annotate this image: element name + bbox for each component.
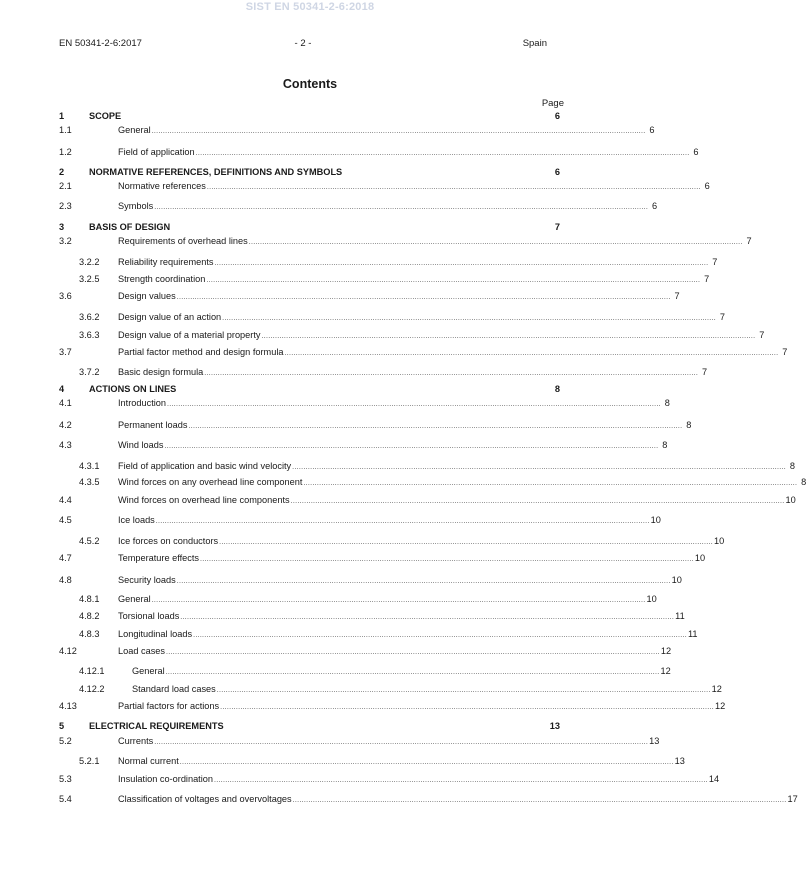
toc-entry-title: Wind forces on any overhead line component xyxy=(118,477,303,487)
toc-page-number: 12 xyxy=(660,646,672,656)
toc-dot-leader: ............................................................................................................................................................................................................................ xyxy=(219,539,713,546)
toc-dot-leader: ............................................................................................................................................................................................................................ xyxy=(193,632,687,639)
toc-entry-title: Strength coordination xyxy=(118,274,206,284)
toc-entry xyxy=(89,720,560,733)
toc-row[interactable] xyxy=(59,755,685,768)
toc-dot-leader: ............................................................................................................................................................................................................................ xyxy=(154,739,649,746)
toc-page-number: 7 xyxy=(759,330,765,340)
watermark: SIST EN 50341-2-6:2018 xyxy=(245,1,375,13)
toc-row[interactable] xyxy=(59,628,698,641)
toc-row[interactable] xyxy=(59,273,710,286)
toc-entry-title: Wind forces on overhead line components xyxy=(118,495,290,505)
toc-entry xyxy=(118,235,752,249)
toc-page-number: 12 xyxy=(714,701,726,711)
toc-section-number: 4.3.1 xyxy=(79,461,100,471)
toc-row[interactable] xyxy=(59,166,560,179)
toc-section-number: 3.2.2 xyxy=(79,257,100,267)
toc-section-number: 4.12 xyxy=(59,646,77,656)
toc-section-number: 5.2 xyxy=(59,736,72,746)
toc-row[interactable] xyxy=(59,397,670,410)
toc-row[interactable] xyxy=(59,311,726,324)
toc-row[interactable] xyxy=(59,346,788,359)
toc-dot-leader: ............................................................................................................................................................................................................................ xyxy=(248,239,743,246)
toc-entry-title: General xyxy=(132,666,165,676)
toc-entry xyxy=(132,665,671,679)
toc-row[interactable] xyxy=(59,476,806,489)
toc-dot-leader: ............................................................................................................................................................................................................................ xyxy=(292,464,786,471)
toc-dot-leader: ............................................................................................................................................................................................................................ xyxy=(180,614,675,621)
country-label: Spain xyxy=(522,38,547,49)
toc-entry xyxy=(118,494,796,508)
toc-page-number: 7 xyxy=(712,257,718,267)
toc-entry xyxy=(118,180,710,194)
toc-section-number: 1 xyxy=(59,111,65,121)
toc-page-number: 10 xyxy=(694,553,706,563)
toc-page-number: 10 xyxy=(671,575,682,585)
toc-row[interactable] xyxy=(59,200,658,213)
toc-entry xyxy=(118,552,706,566)
toc-row[interactable] xyxy=(59,494,796,507)
toc-dot-leader: ............................................................................................................................................................................................................................ xyxy=(195,150,690,157)
toc-entry xyxy=(118,290,680,304)
toc-page-number: 6 xyxy=(704,181,710,191)
toc-row[interactable] xyxy=(59,439,668,452)
toc-page-number: 6 xyxy=(693,147,699,157)
toc-page-number: 11 xyxy=(687,629,698,639)
toc-entry xyxy=(118,273,710,287)
toc-page-number: 8 xyxy=(664,398,670,408)
toc-entry xyxy=(132,683,722,697)
toc-section-number: 5.4 xyxy=(59,794,72,804)
toc-dot-leader: ............................................................................................................................................................................................................................ xyxy=(216,687,711,694)
toc-entry xyxy=(118,311,726,325)
toc-dot-leader: ............................................................................................................................................................................................................................ xyxy=(166,649,660,656)
toc-entry xyxy=(118,460,795,474)
toc-page-number: 10 xyxy=(650,515,661,525)
toc-page-number: 7 xyxy=(702,367,708,377)
toc-row[interactable] xyxy=(59,460,795,473)
toc-section-number: 1.2 xyxy=(59,147,72,157)
toc-entry-title: ELECTRICAL REQUIREMENTS xyxy=(89,721,224,731)
toc-entry-title: Partial factor method and design formula xyxy=(118,347,284,357)
toc-entry-title: Standard load cases xyxy=(132,684,216,694)
toc-section-number: 2.3 xyxy=(59,201,72,211)
toc-entry xyxy=(118,256,718,270)
toc-entry xyxy=(118,366,708,380)
toc-entry-title: Normative references xyxy=(118,181,206,191)
toc-entry xyxy=(89,221,560,234)
toc-section-number: 3.7 xyxy=(59,347,72,357)
toc-section-number: 4.5.2 xyxy=(79,536,100,546)
toc-row[interactable] xyxy=(59,366,708,379)
toc-section-number: 3.2 xyxy=(59,236,72,246)
toc-section-number: 4 xyxy=(59,384,65,394)
toc-entry-title: Longitudinal loads xyxy=(118,629,193,639)
toc-section-number: 5 xyxy=(59,721,65,731)
toc-entry xyxy=(89,110,560,123)
toc-entry xyxy=(118,755,685,769)
toc-page-number: 7 xyxy=(674,291,680,301)
toc-page-number: 13 xyxy=(649,736,660,746)
toc-entry xyxy=(118,514,661,528)
toc-section-number: 4.8.2 xyxy=(79,611,100,621)
toc-entry-title: Security loads xyxy=(118,575,176,585)
toc-section-number: 3 xyxy=(59,222,65,232)
toc-row[interactable] xyxy=(59,110,560,123)
toc-page-number: 6 xyxy=(554,111,560,121)
toc-row[interactable] xyxy=(59,720,560,733)
toc-page-number: 13 xyxy=(549,721,560,731)
toc-section-number: 4.3.5 xyxy=(79,477,100,487)
toc-entry xyxy=(118,535,725,549)
toc-entry xyxy=(118,735,660,749)
toc-page-number: 10 xyxy=(646,594,657,604)
toc-entry-title: Load cases xyxy=(118,646,165,656)
toc-entry-title: General xyxy=(118,594,151,604)
toc-entry xyxy=(118,439,668,453)
toc-entry xyxy=(89,383,560,396)
toc-page-number: 7 xyxy=(719,312,726,322)
toc-row[interactable] xyxy=(59,383,560,396)
toc-entry-title: Wind loads xyxy=(118,440,164,450)
toc-page-number: 7 xyxy=(782,347,788,357)
toc-section-number: 4.3 xyxy=(59,440,72,450)
toc-entry xyxy=(118,146,699,160)
toc-page-number: 6 xyxy=(651,201,658,211)
toc-entry xyxy=(118,574,682,588)
toc-entry xyxy=(118,700,726,714)
toc-page-number: 10 xyxy=(785,495,796,505)
toc-section-number: 2 xyxy=(59,167,65,177)
toc-row[interactable] xyxy=(59,683,722,696)
toc-section-number: 5.3 xyxy=(59,774,72,784)
toc-entry-title: Design value of a material property xyxy=(118,330,261,340)
toc-row[interactable] xyxy=(59,290,680,303)
toc-dot-leader: ............................................................................................................................................................................................................................ xyxy=(151,597,646,604)
toc-page-number: 8 xyxy=(801,477,806,487)
toc-page-number: 17 xyxy=(787,794,798,804)
toc-row[interactable] xyxy=(59,514,661,527)
toc-entry xyxy=(118,397,670,411)
toc-dot-leader: ............................................................................................................................................................................................................................ xyxy=(284,350,779,357)
toc-entry xyxy=(118,773,720,787)
toc-row[interactable] xyxy=(59,256,718,269)
toc-dot-leader: ............................................................................................................................................................................................................................ xyxy=(214,777,708,784)
toc-section-number: 3.7.2 xyxy=(79,367,100,377)
toc-entry-title: General xyxy=(118,125,151,135)
toc-entry-title: Basic design formula xyxy=(118,367,204,377)
toc-section-number: 1.1 xyxy=(59,125,72,135)
toc-entry-title: Field of application and basic wind velocity xyxy=(118,461,292,471)
toc-entry-title: Insulation co-ordination xyxy=(118,774,213,784)
toc-entry xyxy=(118,200,658,214)
toc-entry-title: Permanent loads xyxy=(118,420,188,430)
toc-row[interactable] xyxy=(59,552,706,565)
toc-page-number: 8 xyxy=(662,440,668,450)
toc-section-number: 4.8 xyxy=(59,575,72,585)
page-number: - 2 - xyxy=(294,38,312,49)
toc-page-number: 6 xyxy=(649,125,655,135)
toc-entry-title: Normal current xyxy=(118,756,179,766)
toc-dot-leader: ............................................................................................................................................................................................................................ xyxy=(200,556,694,563)
toc-dot-leader: ............................................................................................................................................................................................................................ xyxy=(164,443,659,450)
standard-number: EN 50341-2-6:2017 xyxy=(59,38,142,49)
toc-section-number: 4.5 xyxy=(59,515,72,525)
toc-section-number: 3.6.2 xyxy=(79,312,100,322)
toc-entry-title: Introduction xyxy=(118,398,167,408)
toc-page-number: 8 xyxy=(554,384,560,394)
toc-entry xyxy=(118,329,765,343)
toc-dot-leader: ............................................................................................................................................................................................................................ xyxy=(154,204,649,211)
toc-entry-title: Partial factors for actions xyxy=(118,701,220,711)
toc-entry-title: SCOPE xyxy=(89,111,122,121)
toc-row[interactable] xyxy=(59,700,726,713)
page-column-label: Page xyxy=(541,98,564,109)
toc-page-number: 7 xyxy=(746,236,752,246)
toc-dot-leader: ............................................................................................................................................................................................................................ xyxy=(179,759,674,766)
toc-section-number: 4.4 xyxy=(59,495,72,505)
toc-section-number: 4.8.1 xyxy=(79,594,100,604)
toc-entry-title: Torsional loads xyxy=(118,611,180,621)
toc-dot-leader: ............................................................................................................................................................................................................................ xyxy=(206,184,701,191)
toc-dot-leader: ............................................................................................................................................................................................................................ xyxy=(188,423,683,430)
toc-section-number: 2.1 xyxy=(59,181,72,191)
toc-section-number: 4.2 xyxy=(59,420,72,430)
toc-section-number: 4.13 xyxy=(59,701,77,711)
toc-row[interactable] xyxy=(59,645,672,658)
page-header xyxy=(59,38,547,52)
toc-row[interactable] xyxy=(59,793,798,806)
toc-row[interactable] xyxy=(59,221,560,234)
toc-dot-leader: ............................................................................................................................................................................................................................ xyxy=(220,704,714,711)
toc-section-number: 4.12.2 xyxy=(79,684,105,694)
toc-entry-title: Symbols xyxy=(118,201,154,211)
toc-section-number: 4.7 xyxy=(59,553,72,563)
toc-entry xyxy=(118,628,698,642)
toc-entry xyxy=(118,124,655,138)
toc-dot-leader: ............................................................................................................................................................................................................................ xyxy=(155,518,650,525)
toc-page-number: 14 xyxy=(708,774,720,784)
toc-section-number: 3.2.5 xyxy=(79,274,100,284)
toc-entry-title: Design values xyxy=(118,291,176,301)
toc-row[interactable] xyxy=(59,610,685,623)
toc-page-number: 8 xyxy=(789,461,795,471)
toc-row[interactable] xyxy=(59,773,720,786)
toc-section-number: 5.2.1 xyxy=(79,756,100,766)
toc-row[interactable] xyxy=(59,180,710,193)
toc-entry-title: Design value of an action xyxy=(118,312,222,322)
contents-title: Contents xyxy=(282,77,338,91)
toc-page-number: 6 xyxy=(554,167,560,177)
toc-dot-leader: ............................................................................................................................................................................................................................ xyxy=(167,401,661,408)
toc-entry-title: Classification of voltages and overvoltages xyxy=(118,794,292,804)
toc-dot-leader: ............................................................................................................................................................................................................................ xyxy=(214,260,709,267)
toc-row[interactable] xyxy=(59,329,765,342)
toc-page-number: 8 xyxy=(686,420,692,430)
toc-page-number: 10 xyxy=(713,536,725,546)
toc-entry xyxy=(118,645,672,659)
toc-dot-leader: ............................................................................................................................................................................................................................ xyxy=(204,370,699,377)
toc-page-number: 13 xyxy=(674,756,685,766)
toc-entry xyxy=(89,166,560,179)
toc-entry-title: Ice forces on conductors xyxy=(118,536,219,546)
toc-dot-leader: ............................................................................................................................................................................................................................ xyxy=(261,333,756,340)
toc-row[interactable] xyxy=(59,593,657,606)
toc-entry-title: Ice loads xyxy=(118,515,155,525)
toc-row[interactable] xyxy=(59,735,660,748)
toc-section-number: 3.6 xyxy=(59,291,72,301)
toc-section-number: 3.6.3 xyxy=(79,330,100,340)
toc-dot-leader: ............................................................................................................................................................................................................................ xyxy=(206,277,701,284)
toc-row[interactable] xyxy=(59,419,692,432)
toc-entry xyxy=(118,346,788,360)
toc-row[interactable] xyxy=(59,535,725,548)
toc-page-number: 7 xyxy=(704,274,710,284)
toc-page-number: 7 xyxy=(554,222,560,232)
toc-entry-title: BASIS OF DESIGN xyxy=(89,222,171,232)
toc-entry xyxy=(118,419,692,433)
toc-entry-title: Requirements of overhead lines xyxy=(118,236,248,246)
toc-row[interactable] xyxy=(59,124,655,137)
toc-row[interactable] xyxy=(59,665,671,678)
toc-entry xyxy=(118,593,657,607)
toc-dot-leader: ............................................................................................................................................................................................................................ xyxy=(151,128,646,135)
toc-dot-leader: ............................................................................................................................................................................................................................ xyxy=(165,669,660,676)
toc-dot-leader: ............................................................................................................................................................................................................................ xyxy=(222,315,717,322)
toc-section-number: 4.8.3 xyxy=(79,629,100,639)
toc-row[interactable] xyxy=(59,574,682,587)
toc-entry xyxy=(118,793,798,807)
toc-entry-title: Temperature effects xyxy=(118,553,200,563)
toc-page-number: 12 xyxy=(711,684,722,694)
toc-row[interactable] xyxy=(59,235,752,248)
toc-entry xyxy=(118,476,806,490)
toc-entry-title: NORMATIVE REFERENCES, DEFINITIONS AND SYMBOLS xyxy=(89,167,343,177)
toc-dot-leader: ............................................................................................................................................................................................................................ xyxy=(303,480,798,487)
toc-entry-title: Reliability requirements xyxy=(118,257,214,267)
toc-row[interactable] xyxy=(59,146,699,159)
toc-section-number: 4.1 xyxy=(59,398,72,408)
toc-dot-leader: ............................................................................................................................................................................................................................ xyxy=(176,578,671,585)
toc-section-number: 4.12.1 xyxy=(79,666,105,676)
toc-entry-title: ACTIONS ON LINES xyxy=(89,384,177,394)
toc-page-number: 11 xyxy=(675,611,685,621)
toc-dot-leader: ............................................................................................................................................................................................................................ xyxy=(176,294,671,301)
toc-dot-leader: ............................................................................................................................................................................................................................ xyxy=(290,498,785,505)
toc-entry xyxy=(118,610,685,624)
toc-page-number: 12 xyxy=(660,666,671,676)
toc-dot-leader: ............................................................................................................................................................................................................................ xyxy=(292,797,787,804)
toc-entry-title: Field of application xyxy=(118,147,195,157)
toc-entry-title: Currents xyxy=(118,736,154,746)
